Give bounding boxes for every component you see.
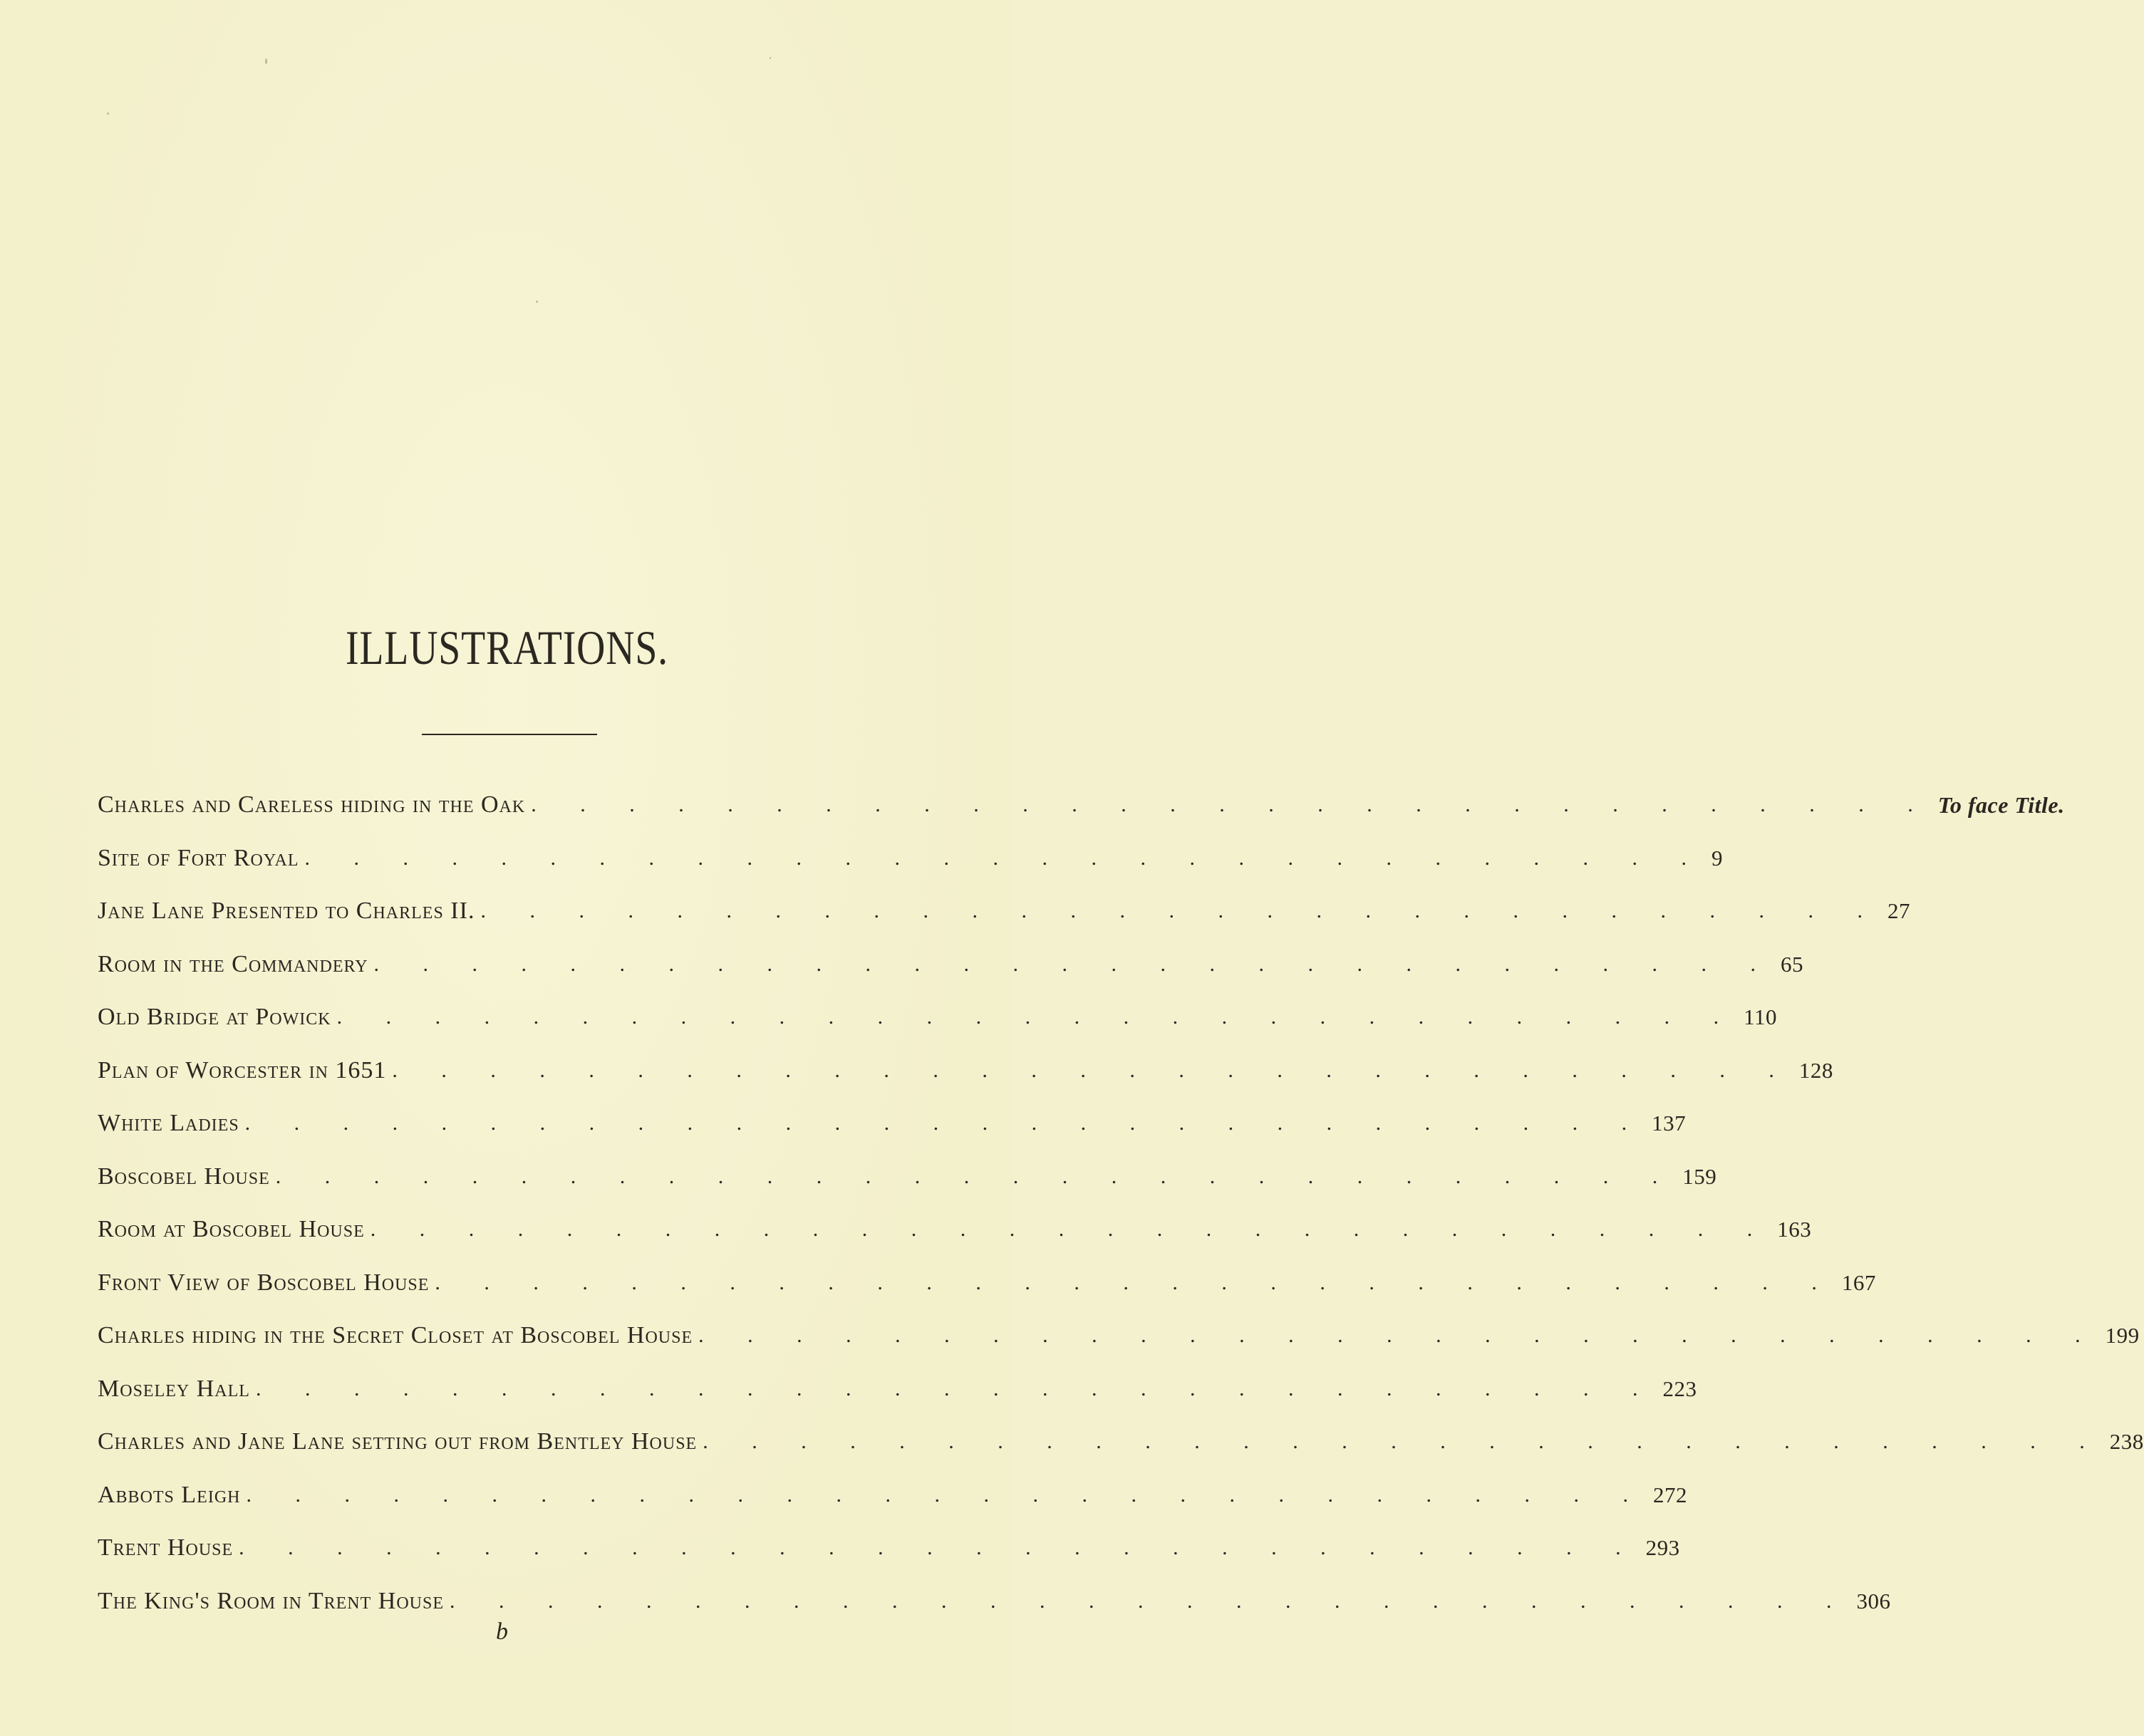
dot-leader: . . . . . . . . . . . . . . . . . . . . . . . . . . . . . bbox=[435, 1270, 1836, 1294]
entry-title: Old Bridge at Powick bbox=[98, 1004, 331, 1030]
entry-title: Charles hiding in the Secret Closet at Boscobel House bbox=[98, 1322, 693, 1348]
dot-leader: . . . . . . . . . . . . . . . . . . . . . . . . . . . . . bbox=[531, 793, 1932, 816]
dot-leader: . . . . . . . . . . . . . . . . . . . . . . . . . . . . . bbox=[246, 1482, 1647, 1507]
list-item bbox=[98, 1375, 1697, 1428]
entry-page: 27 bbox=[1887, 898, 1910, 923]
list-item bbox=[98, 950, 1804, 1004]
entry-page: 272 bbox=[1653, 1482, 1687, 1507]
dot-leader: . . . . . . . . . . . . . . . . . . . . . . . . . . . . . bbox=[703, 1430, 2104, 1453]
dot-leader: . . . . . . . . . . . . . . . . . . . . . . . . . . . . . bbox=[373, 952, 1776, 976]
dot-leader: . . . . . . . . . . . . . . . . . . . . . . . . . . . . . bbox=[698, 1324, 2100, 1347]
dot-leader: . . . . . . . . . . . . . . . . . . . . . . . . . . . . . bbox=[244, 1111, 1647, 1135]
dot-leader: . . . . . . . . . . . . . . . . . . . . . . . . . . . . . bbox=[392, 1058, 1793, 1082]
dot-leader: . . . . . . . . . . . . . . . . . . . . . . . . . . . . . bbox=[336, 1005, 1739, 1029]
dot-leader: . . . . . . . . . . . . . . . . . . . . . . . . . . . . . bbox=[480, 899, 1882, 922]
entry-page: To face Title. bbox=[1937, 792, 2065, 818]
entry-title: Boscobel House bbox=[98, 1163, 270, 1190]
entry-page: 167 bbox=[1841, 1269, 1876, 1295]
entry-page: 293 bbox=[1645, 1535, 1680, 1560]
list-item bbox=[98, 1534, 1680, 1587]
entry-title: White Ladies bbox=[98, 1110, 239, 1136]
list-item bbox=[98, 1215, 1812, 1269]
list-item bbox=[98, 1321, 2140, 1375]
list-item bbox=[98, 1428, 2144, 1481]
title-rule bbox=[422, 734, 597, 735]
dot-leader: . . . . . . . . . . . . . . . . . . . . . . . . . . . . . bbox=[239, 1536, 1640, 1559]
entry-page: 9 bbox=[1711, 845, 1724, 870]
dot-leader: . . . . . . . . . . . . . . . . . . . . . . . . . . . . . bbox=[275, 1164, 1677, 1188]
entry-page: 306 bbox=[1856, 1588, 1891, 1613]
list-item bbox=[98, 1269, 1876, 1322]
entry-title: Plan of Worcester in 1651 bbox=[98, 1056, 387, 1083]
entry-title: Jane Lane Presented to Charles II. bbox=[98, 898, 475, 924]
entry-title: Trent House bbox=[98, 1534, 234, 1561]
entry-page: 199 bbox=[2105, 1323, 2140, 1348]
entry-title: Front View of Boscobel House bbox=[98, 1269, 430, 1296]
paper-speck bbox=[536, 301, 538, 303]
list-item bbox=[98, 1056, 1833, 1110]
paper-speck bbox=[770, 57, 771, 59]
signature-mark: b bbox=[496, 1618, 508, 1645]
list-item bbox=[98, 791, 2065, 844]
entry-title: Charles and Careless hiding in the Oak bbox=[98, 791, 526, 818]
entry-page: 137 bbox=[1652, 1111, 1687, 1135]
dot-leader: . . . . . . . . . . . . . . . . . . . . . . . . . . . . . bbox=[450, 1589, 1851, 1613]
entry-page: 128 bbox=[1798, 1057, 1833, 1083]
entry-page: 159 bbox=[1682, 1163, 1717, 1189]
dot-leader: . . . . . . . . . . . . . . . . . . . . . . . . . . . . . bbox=[370, 1217, 1772, 1241]
page-title: ILLUSTRATIONS. bbox=[346, 620, 668, 675]
list-item bbox=[98, 844, 1724, 898]
list-item bbox=[98, 1481, 1687, 1534]
illustrations-list bbox=[98, 791, 2144, 1640]
dot-leader: . . . . . . . . . . . . . . . . . . . . . . . . . . . . . bbox=[255, 1376, 1657, 1400]
entry-title: Moseley Hall bbox=[98, 1375, 250, 1402]
entry-title: The King's Room in Trent House bbox=[98, 1587, 444, 1614]
entry-title: Abbots Leigh bbox=[98, 1481, 241, 1508]
entry-title: Room in the Commandery bbox=[98, 950, 368, 977]
list-item bbox=[98, 1163, 1717, 1216]
entry-title: Room at Boscobel House bbox=[98, 1216, 365, 1242]
entry-page: 65 bbox=[1781, 951, 1804, 977]
list-item bbox=[98, 1109, 1687, 1163]
list-item bbox=[98, 897, 1910, 950]
entry-page: 110 bbox=[1744, 1004, 1777, 1029]
list-item bbox=[98, 1587, 1891, 1641]
list-item bbox=[98, 1003, 1777, 1056]
dot-leader: . . . . . . . . . . . . . . . . . . . . . . . . . . . . . bbox=[304, 846, 1707, 870]
entry-page: 163 bbox=[1777, 1217, 1812, 1242]
entry-page: 238 bbox=[2109, 1429, 2144, 1454]
entry-title: Charles and Jane Lane setting out from Bentley House bbox=[98, 1428, 698, 1455]
paper-speck bbox=[265, 58, 267, 64]
entry-page: 223 bbox=[1662, 1376, 1697, 1401]
paper-speck bbox=[107, 113, 109, 115]
entry-title: Site of Fort Royal bbox=[98, 844, 299, 871]
